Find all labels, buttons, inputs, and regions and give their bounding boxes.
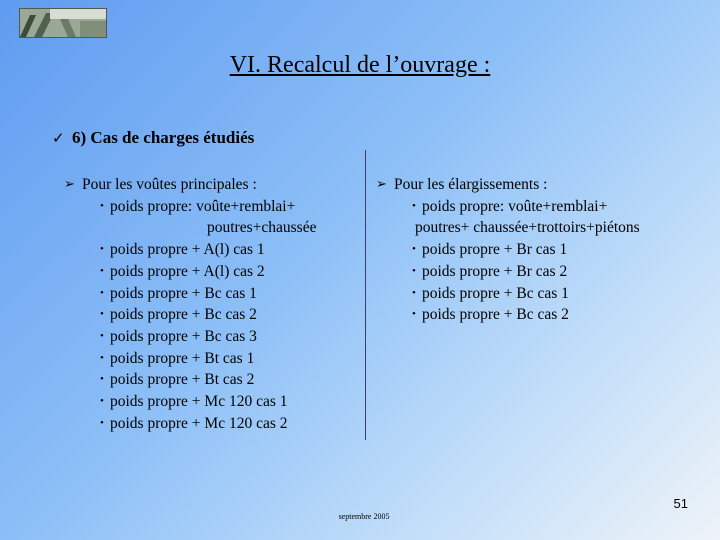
list-item: • poids propre + A(l) cas 2 bbox=[64, 261, 354, 283]
bullet-icon: • bbox=[100, 416, 104, 429]
bridge-photo-icon bbox=[20, 9, 106, 37]
subtitle-text: 6) Cas de charges étudiés bbox=[72, 128, 255, 147]
left-column bbox=[64, 174, 354, 434]
column-divider bbox=[365, 150, 366, 440]
bullet-icon: • bbox=[100, 395, 104, 408]
arrow-bullet-icon: ➢ bbox=[376, 177, 387, 192]
footer-date: septembre 2005 bbox=[338, 512, 390, 521]
bullet-icon: • bbox=[100, 373, 104, 386]
list-item-continuation: poutres+ chaussée+trottoirs+piétons bbox=[415, 219, 640, 237]
bullet-icon: • bbox=[100, 308, 104, 321]
list-item: • poids propre + Bt cas 2 bbox=[64, 369, 354, 391]
page-number: 51 bbox=[673, 496, 688, 511]
bullet-icon: • bbox=[100, 243, 104, 256]
list-item: • poids propre + Bc cas 1 bbox=[376, 283, 696, 305]
left-load-cases-list bbox=[64, 196, 354, 435]
list-item-continuation: poutres+chaussée bbox=[207, 219, 317, 237]
right-load-cases-list bbox=[376, 196, 696, 326]
list-item: • poids propre: voûte+remblai+ bbox=[376, 196, 696, 218]
bullet-icon: • bbox=[100, 286, 104, 299]
bullet-icon: • bbox=[412, 264, 416, 277]
list-item: • poids propre + A(l) cas 1 bbox=[64, 239, 354, 261]
bullet-icon: • bbox=[100, 351, 104, 364]
list-item: • poids propre + Bt cas 1 bbox=[64, 348, 354, 370]
list-item: • poids propre + Mc 120 cas 2 bbox=[64, 413, 354, 435]
bullet-icon: • bbox=[412, 286, 416, 299]
list-item: • poids propre + Bc cas 1 bbox=[64, 283, 354, 305]
list-item: • poids propre + Bc cas 2 bbox=[64, 304, 354, 326]
list-item: • poids propre: voûte+remblai+ bbox=[64, 196, 354, 218]
left-heading-text: Pour les voûtes principales : bbox=[82, 176, 257, 193]
right-column bbox=[376, 174, 696, 326]
right-heading bbox=[376, 174, 696, 196]
bullet-icon: • bbox=[100, 329, 104, 342]
bullet-icon: • bbox=[412, 308, 416, 321]
bullet-icon: • bbox=[100, 199, 104, 212]
right-heading-text: Pour les élargissements : bbox=[394, 176, 548, 193]
bullet-icon: • bbox=[412, 243, 416, 256]
list-item: • poids propre + Br cas 2 bbox=[376, 261, 696, 283]
bullet-icon: • bbox=[100, 264, 104, 277]
list-item: • poids propre + Mc 120 cas 1 bbox=[64, 391, 354, 413]
logo-image bbox=[19, 8, 107, 38]
list-item: • poids propre + Br cas 1 bbox=[376, 239, 696, 261]
list-item: • poids propre + Bc cas 3 bbox=[64, 326, 354, 348]
left-heading bbox=[64, 174, 354, 196]
slide-title: VI. Recalcul de l’ouvrage : bbox=[229, 52, 491, 78]
list-item: • poids propre + Bc cas 2 bbox=[376, 304, 696, 326]
bullet-icon: • bbox=[412, 199, 416, 212]
arrow-bullet-icon: ➢ bbox=[64, 177, 75, 192]
section-subtitle bbox=[52, 128, 254, 148]
checkmark-icon: ✓ bbox=[52, 129, 65, 147]
